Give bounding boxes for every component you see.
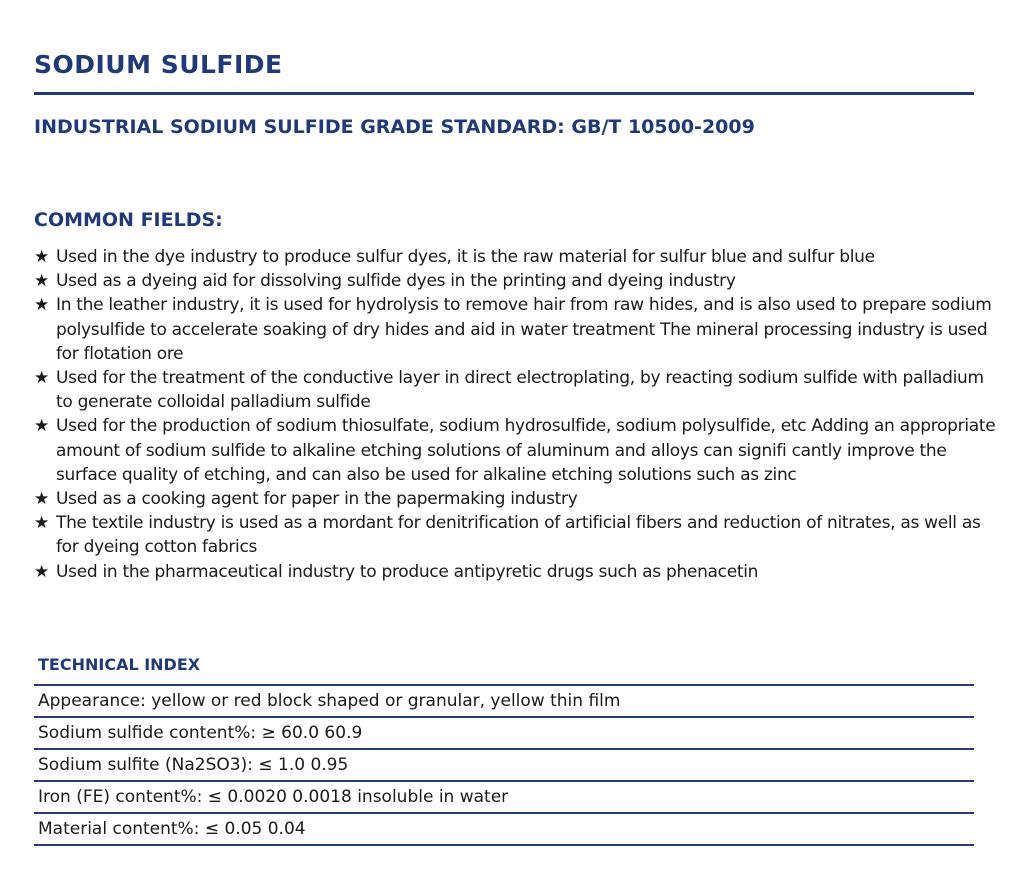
- star-icon: ★: [34, 295, 49, 316]
- star-icon: ★: [34, 561, 49, 582]
- star-icon: ★: [34, 513, 49, 534]
- star-icon: ★: [34, 271, 49, 292]
- page-title: SODIUM SULFIDE: [34, 50, 283, 79]
- common-fields-heading: COMMON FIELDS:: [34, 209, 223, 231]
- star-icon: ★: [34, 416, 49, 437]
- list-item-text: In the leather industry, it is used for hydrolysis to remove hair from raw hides, and is also used to prepare sodium polysulfide to accelerate soaking of dry hides and aid in water treatment The mineral processing industry is used for flotation ore: [56, 295, 992, 364]
- list-item: [34, 560, 999, 584]
- list-item: [34, 414, 999, 487]
- list-item: [34, 511, 999, 559]
- list-item: [34, 269, 999, 293]
- table-row: Iron (FE) content%: ≤ 0.0020 0.0018 insoluble in water: [34, 782, 974, 814]
- list-item-text: The textile industry is used as a mordant for denitrification of artificial fibers and reduction of nitrates, as well as for dyeing cotton fabrics: [56, 513, 981, 558]
- list-item: [34, 245, 999, 269]
- list-item-text: Used in the pharmaceutical industry to produce antipyretic drugs such as phenacetin: [56, 561, 759, 582]
- technical-index-table: [34, 684, 974, 846]
- standard-heading: INDUSTRIAL SODIUM SULFIDE GRADE STANDARD: GB/T 10500-2009: [34, 116, 755, 138]
- list-item-text: Used in the dye industry to produce sulfur dyes, it is the raw material for sulfur blue and sulfur blue: [56, 247, 875, 267]
- common-fields-list: [34, 245, 999, 584]
- star-icon: ★: [34, 368, 49, 389]
- list-item-text: Used for the production of sodium thiosulfate, sodium hydrosulfide, sodium polysulfide, etc Adding an appropriate amount of sodium sulfide to alkaline etching solutions of aluminum and alloys can signifi cantly improve the surface quality of etching, and can also be used for alkaline etching solutions such as zinc: [56, 416, 996, 485]
- star-icon: ★: [34, 489, 49, 510]
- table-row: Appearance: yellow or red block shaped or granular, yellow thin film: [34, 686, 974, 718]
- list-item: [34, 293, 999, 366]
- technical-index-heading: TECHNICAL INDEX: [38, 655, 201, 674]
- list-item: [34, 487, 999, 511]
- list-item-text: Used as a cooking agent for paper in the papermaking industry: [56, 489, 578, 510]
- title-divider: [34, 92, 974, 95]
- table-row: Sodium sulfide content%: ≥ 60.0 60.9: [34, 718, 974, 750]
- table-row: Sodium sulfite (Na2SO3): ≤ 1.0 0.95: [34, 750, 974, 782]
- list-item-text: Used as a dyeing aid for dissolving sulfide dyes in the printing and dyeing industry: [56, 271, 736, 292]
- table-row: Material content%: ≤ 0.05 0.04: [34, 814, 974, 846]
- list-item: [34, 366, 999, 414]
- list-item-text: Used for the treatment of the conductive layer in direct electroplating, by reacting sodium sulfide with palladium to generate colloidal palladium sulfide: [56, 368, 984, 413]
- star-icon: ★: [34, 247, 49, 267]
